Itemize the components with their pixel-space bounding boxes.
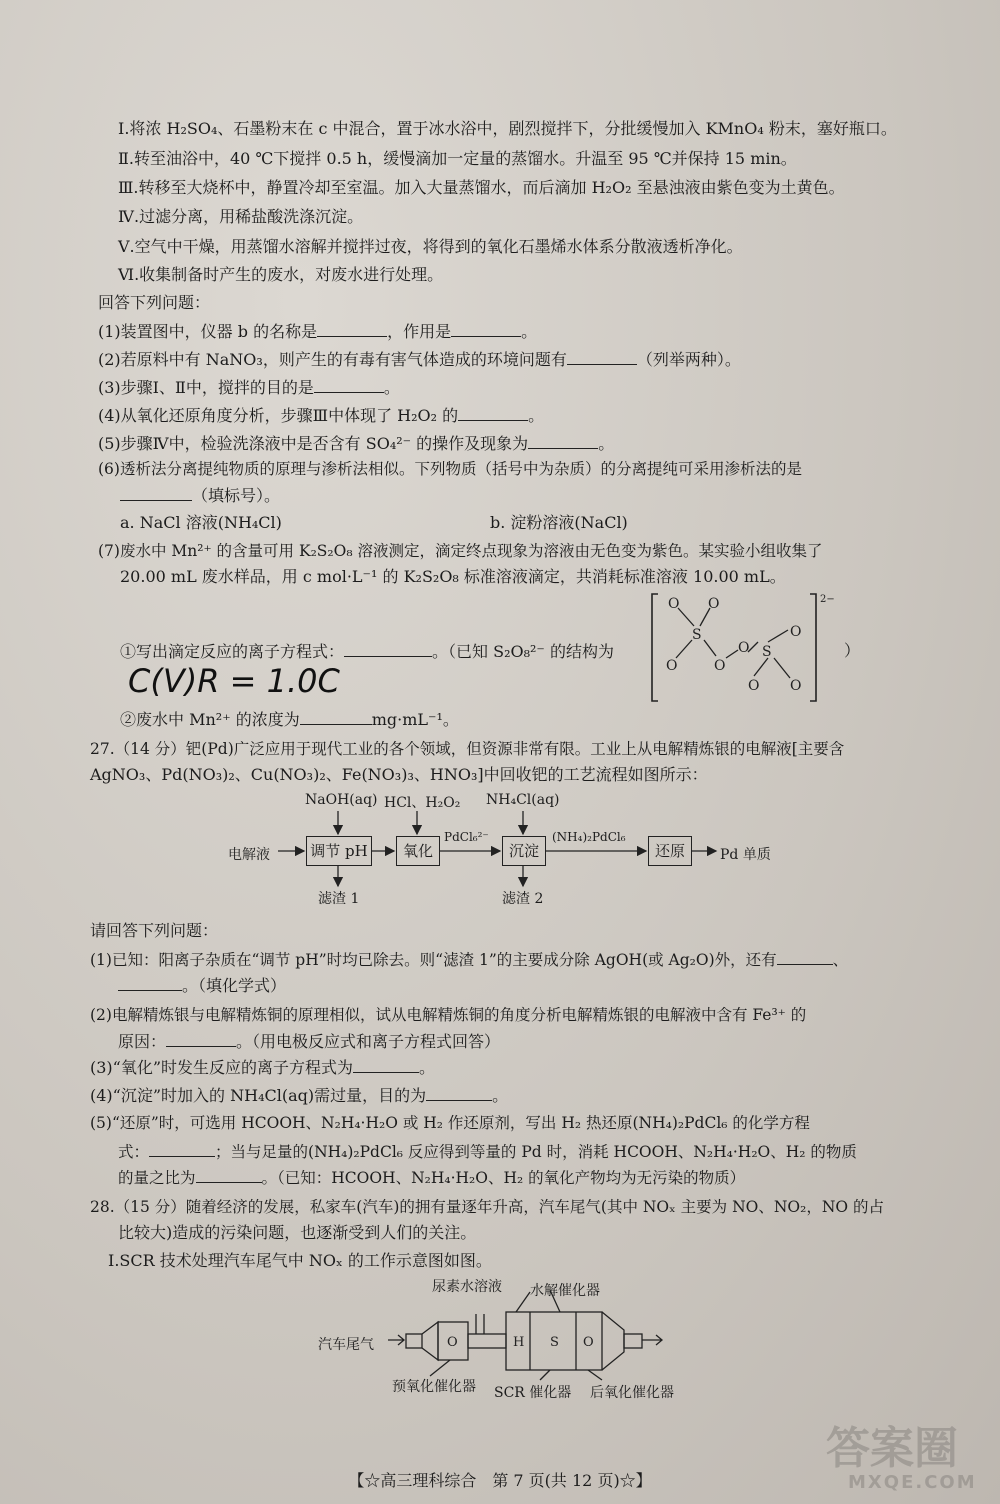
page-footer: 【☆高三理科综合 第 7 页(共 12 页)☆】 (348, 1471, 652, 1490)
flow-box-adjust-ph: 调节 pH (306, 836, 372, 866)
q27-head-2: AgNO₃、Pd(NO₃)₂、Cu(NO₃)₂、Fe(NO₃)₃、HNO₃]中回收钯的工艺流程如图所示： (90, 765, 708, 784)
watermark-logo: 答案圈 (826, 1423, 958, 1474)
q26-4: (4)从氧化还原角度分析，步骤Ⅲ中体现了 H₂O₂ 的 。 (98, 406, 545, 425)
struct-s: S (692, 627, 702, 643)
q28-head-2: 比较大)造成的污染问题，也逐渐受到人们的关注。 (118, 1223, 477, 1242)
flow-input-naoh: NaOH(aq) (305, 792, 378, 808)
flow-out-2: 滤渣 2 (502, 891, 544, 907)
q27-3: (3)“氧化”时发生反应的离子方程式为 。 (90, 1058, 436, 1077)
step-2: Ⅱ.转至油浴中，40 ℃下搅拌 0.5 h，缓慢滴加一定量的蒸馏水。升温至 95 ℃并保持 15 min。 (118, 149, 797, 168)
step-6: Ⅵ.收集制备时产生的废水，对废水进行处理。 (118, 265, 444, 284)
q27-2-cont: 原因： 。（用电极反应式和离子方程式回答） (118, 1032, 501, 1051)
flow-box-precipitate: 沉淀 (502, 836, 546, 866)
step-1: Ⅰ.将浓 H₂SO₄、石墨粉末在 c 中混合，置于冰水浴中，剧烈搅拌下，分批缓慢加入 KMnO₄ 粉末，塞好瓶口。 (118, 119, 897, 138)
scr-scr-label: SCR 催化器 (494, 1385, 572, 1401)
scr-o2-letter: O (583, 1335, 594, 1350)
struct-o: O (708, 596, 720, 612)
struct-o: O (738, 640, 750, 656)
flow-start: 电解液 (228, 847, 270, 863)
q27-5: (5)“还原”时，可选用 HCOOH、N₂H₄·H₂O 或 H₂ 作还原剂，写出 H₂ 热还原(NH₄)₂PdCl₆ 的化学方程 (90, 1114, 810, 1132)
q26-6-answer: （填标号）。 (120, 484, 280, 507)
q26-2: (2)若原料中有 NaNO₃，则产生的有毒有害气体造成的环境问题有 （列举两种）。 (98, 350, 741, 369)
flow-box-reduce: 还原 (648, 836, 692, 866)
flow-box-oxidize: 氧化 (396, 836, 440, 866)
q26-6: (6)透析法分离提纯物质的原理与渗析法相似。下列物质（括号中为杂质）的分离提纯可采用渗析法的是 (98, 460, 802, 478)
scr-diagram (380, 1290, 680, 1380)
q27-1: (1)已知：阳离子杂质在“调节 pH”时均已除去。则“滤渣 1”的主要成分除 AgOH(或 Ag₂O)外，还有 、 (90, 948, 848, 971)
step-4: Ⅳ.过滤分离，用稀盐酸洗涤沉淀。 (118, 207, 364, 226)
struct-o: O (790, 678, 802, 694)
struct-o: O (668, 596, 680, 612)
q26-5: (5)步骤Ⅳ中，检验洗涤液中是否含有 SO₄²⁻ 的操作及现象为 。 (98, 434, 615, 453)
q26-7b: 20.00 mL 废水样品，用 c mol·L⁻¹ 的 K₂S₂O₈ 标准溶液滴定，共消耗标准溶液 10.00 mL。 (120, 567, 786, 586)
struct-o: O (714, 658, 726, 674)
step-3: Ⅲ.转移至大烧杯中，静置冷却至室温。加入大量蒸馏水，而后滴加 H₂O₂ 至悬浊液由紫色变为土黄色。 (118, 178, 845, 197)
q26-option-a: a. NaCl 溶液(NH₄Cl) (120, 513, 282, 532)
q27-4: (4)“沉淀”时加入的 NH₄Cl(aq)需过量，目的为 。 (90, 1086, 509, 1105)
q28-sub-1: Ⅰ.SCR 技术处理汽车尾气中 NOₓ 的工作示意图如图。 (108, 1251, 492, 1270)
struct-o: O (666, 658, 678, 674)
q26-7-part2: ②废水中 Mn²⁺ 的浓度为 mg·mL⁻¹。 (120, 710, 459, 729)
q27-5-cont: 式： ；当与足量的(NH₄)₂PdCl₆ 反应得到等量的 Pd 时，消耗 HCOOH、N₂H₄·H₂O、H₂ 的物质 (118, 1140, 857, 1163)
struct-charge: 2− (820, 594, 835, 605)
flow-out-1: 滤渣 1 (318, 891, 360, 907)
scr-hydro-label: 水解催化器 (530, 1283, 600, 1299)
q26-7-part1-close: ） (844, 641, 861, 660)
q27-head-1: 27.（14 分）钯(Pd)广泛应用于现代工业的各个领域，但资源非常有限。工业上从电解精炼银的电解液[主要含 (90, 740, 845, 758)
struct-o: O (790, 624, 802, 640)
watermark-url: MXQE.COM (848, 1472, 977, 1493)
flow-mid-pdcl6: PdCl₆²⁻ (444, 830, 489, 844)
step-5: Ⅴ.空气中干燥，用蒸馏水溶解并搅拌过夜，将得到的氧化石墨烯水体系分散液透析净化。 (118, 237, 743, 256)
q26-3: (3)步骤Ⅰ、Ⅱ中，搅拌的目的是 。 (98, 378, 400, 397)
flow-input-hcl: HCl、H₂O₂ (384, 795, 461, 811)
q27-intro: 请回答下列问题： (90, 921, 219, 940)
q26-7a: (7)废水中 Mn²⁺ 的含量可用 K₂S₂O₈ 溶液测定，滴定终点现象为溶液由无色变为紫色。某实验小组收集了 (98, 542, 823, 560)
scr-urea-label: 尿素水溶液 (432, 1279, 502, 1295)
q27-5-end: 的量之比为 。（已知：HCOOH、N₂H₄·H₂O、H₂ 的氧化产物均为无污染的物质） (118, 1166, 745, 1189)
scr-s-letter: S (550, 1335, 559, 1350)
struct-o: O (748, 678, 760, 694)
scr-post-label: 后氧化催化器 (590, 1385, 674, 1401)
scr-exhaust-label: 汽车尾气 (318, 1337, 374, 1353)
q26-7-part1: ①写出滴定反应的离子方程式： 。（已知 S₂O₈²⁻ 的结构为 (120, 642, 614, 661)
scr-pre-label: 预氧化催化器 (392, 1379, 476, 1395)
flow-input-nh4cl: NH₄Cl(aq) (486, 792, 560, 808)
q27-2: (2)电解精炼银与电解精炼铜的原理相似，试从电解精炼铜的角度分析电解精炼银的电解液中含有 Fe³⁺ 的 (90, 1006, 807, 1024)
flow-mid-nh4pdcl6: (NH₄)₂PdCl₆ (552, 830, 626, 844)
q27-1-cont: 。（填化学式） (118, 974, 286, 997)
q26-option-b: b. 淀粉溶液(NaCl) (490, 513, 628, 532)
scr-o-letter: O (447, 1335, 458, 1350)
struct-s: S (762, 644, 772, 660)
q26-intro: 回答下列问题： (98, 293, 211, 312)
handwritten-note: C(V)R = 1.0C (128, 662, 340, 700)
q26-1: (1)装置图中，仪器 b 的名称是 ，作用是 。 (98, 322, 538, 341)
scr-h-letter: H (513, 1335, 525, 1350)
q28-head-1: 28.（15 分）随着经济的发展，私家车(汽车)的拥有量逐年升高，汽车尾气(其中 NOₓ 主要为 NO、NO₂，NO 的占 (90, 1198, 885, 1216)
flow-end: Pd 单质 (720, 847, 771, 863)
